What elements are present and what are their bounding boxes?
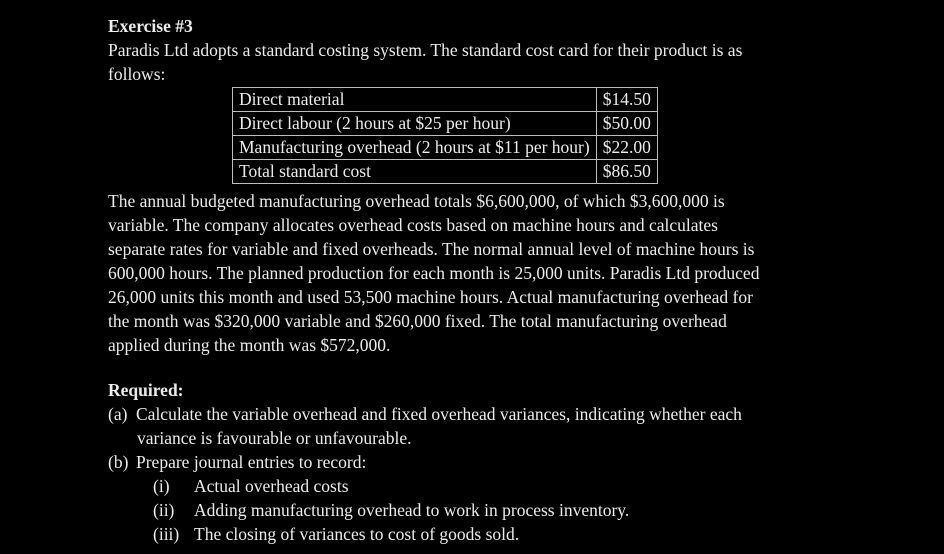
description-line: applied during the month was $572,000. <box>108 335 391 355</box>
list-item <box>108 522 928 546</box>
cost-amount: $86.50 <box>596 160 657 184</box>
subitem-text: Actual overhead costs <box>194 476 349 496</box>
list-item <box>108 474 928 498</box>
cost-label: Total standard cost <box>233 160 597 184</box>
table-row <box>233 112 658 136</box>
question-a-line-2: variance is favourable or unfavourable. <box>137 428 412 448</box>
question-a-continuation <box>108 426 928 450</box>
description-line: variable. The company allocates overhead costs based on machine hours and calculates <box>108 215 718 235</box>
table-row <box>233 160 658 184</box>
description-line: the month was $320,000 variable and $260,000 fixed. The total manufacturing overhead <box>108 311 727 331</box>
subitem-marker: (i) <box>153 476 170 496</box>
table-row <box>233 88 658 112</box>
description-line: separate rates for variable and fixed overheads. The normal annual level of machine hours is <box>108 239 755 259</box>
subitem-text: Adding manufacturing overhead to work in process inventory. <box>194 500 630 520</box>
list-item <box>108 498 928 522</box>
required-heading: Required: <box>108 380 184 400</box>
required-section <box>108 378 928 546</box>
question-a <box>108 402 928 426</box>
description-paragraph <box>108 189 928 357</box>
question-b-text: Prepare journal entries to record: <box>136 452 367 472</box>
intro-line-1: Paradis Ltd adopts a standard costing system. The standard cost card for their product is as <box>108 40 743 60</box>
subitem-marker: (iii) <box>153 524 180 544</box>
standard-cost-card-table <box>232 87 658 184</box>
cost-label: Direct material <box>233 88 597 112</box>
cost-amount: $50.00 <box>596 112 657 136</box>
question-b <box>108 450 928 474</box>
subitem-marker: (ii) <box>153 500 175 520</box>
intro-line-2: follows: <box>108 64 166 84</box>
exercise-title: Exercise #3 <box>108 16 193 36</box>
subitem-text: The closing of variances to cost of goods sold. <box>194 524 520 544</box>
cost-amount: $14.50 <box>596 88 657 112</box>
cost-label: Manufacturing overhead (2 hours at $11 per hour) <box>233 136 597 160</box>
description-line: The annual budgeted manufacturing overhead totals $6,600,000, of which $3,600,000 is <box>108 191 725 211</box>
cost-label: Direct labour (2 hours at $25 per hour) <box>233 112 597 136</box>
table-row <box>233 136 658 160</box>
exercise-page <box>108 14 928 544</box>
question-a-marker: (a) <box>108 404 128 424</box>
description-line: 26,000 units this month and used 53,500 machine hours. Actual manufacturing overhead for <box>108 287 753 307</box>
question-b-marker: (b) <box>108 452 129 472</box>
cost-amount: $22.00 <box>596 136 657 160</box>
question-a-line-1: Calculate the variable overhead and fixed overhead variances, indicating whether each <box>136 404 742 424</box>
description-line: 600,000 hours. The planned production for each month is 25,000 units. Paradis Ltd produced <box>108 263 760 283</box>
